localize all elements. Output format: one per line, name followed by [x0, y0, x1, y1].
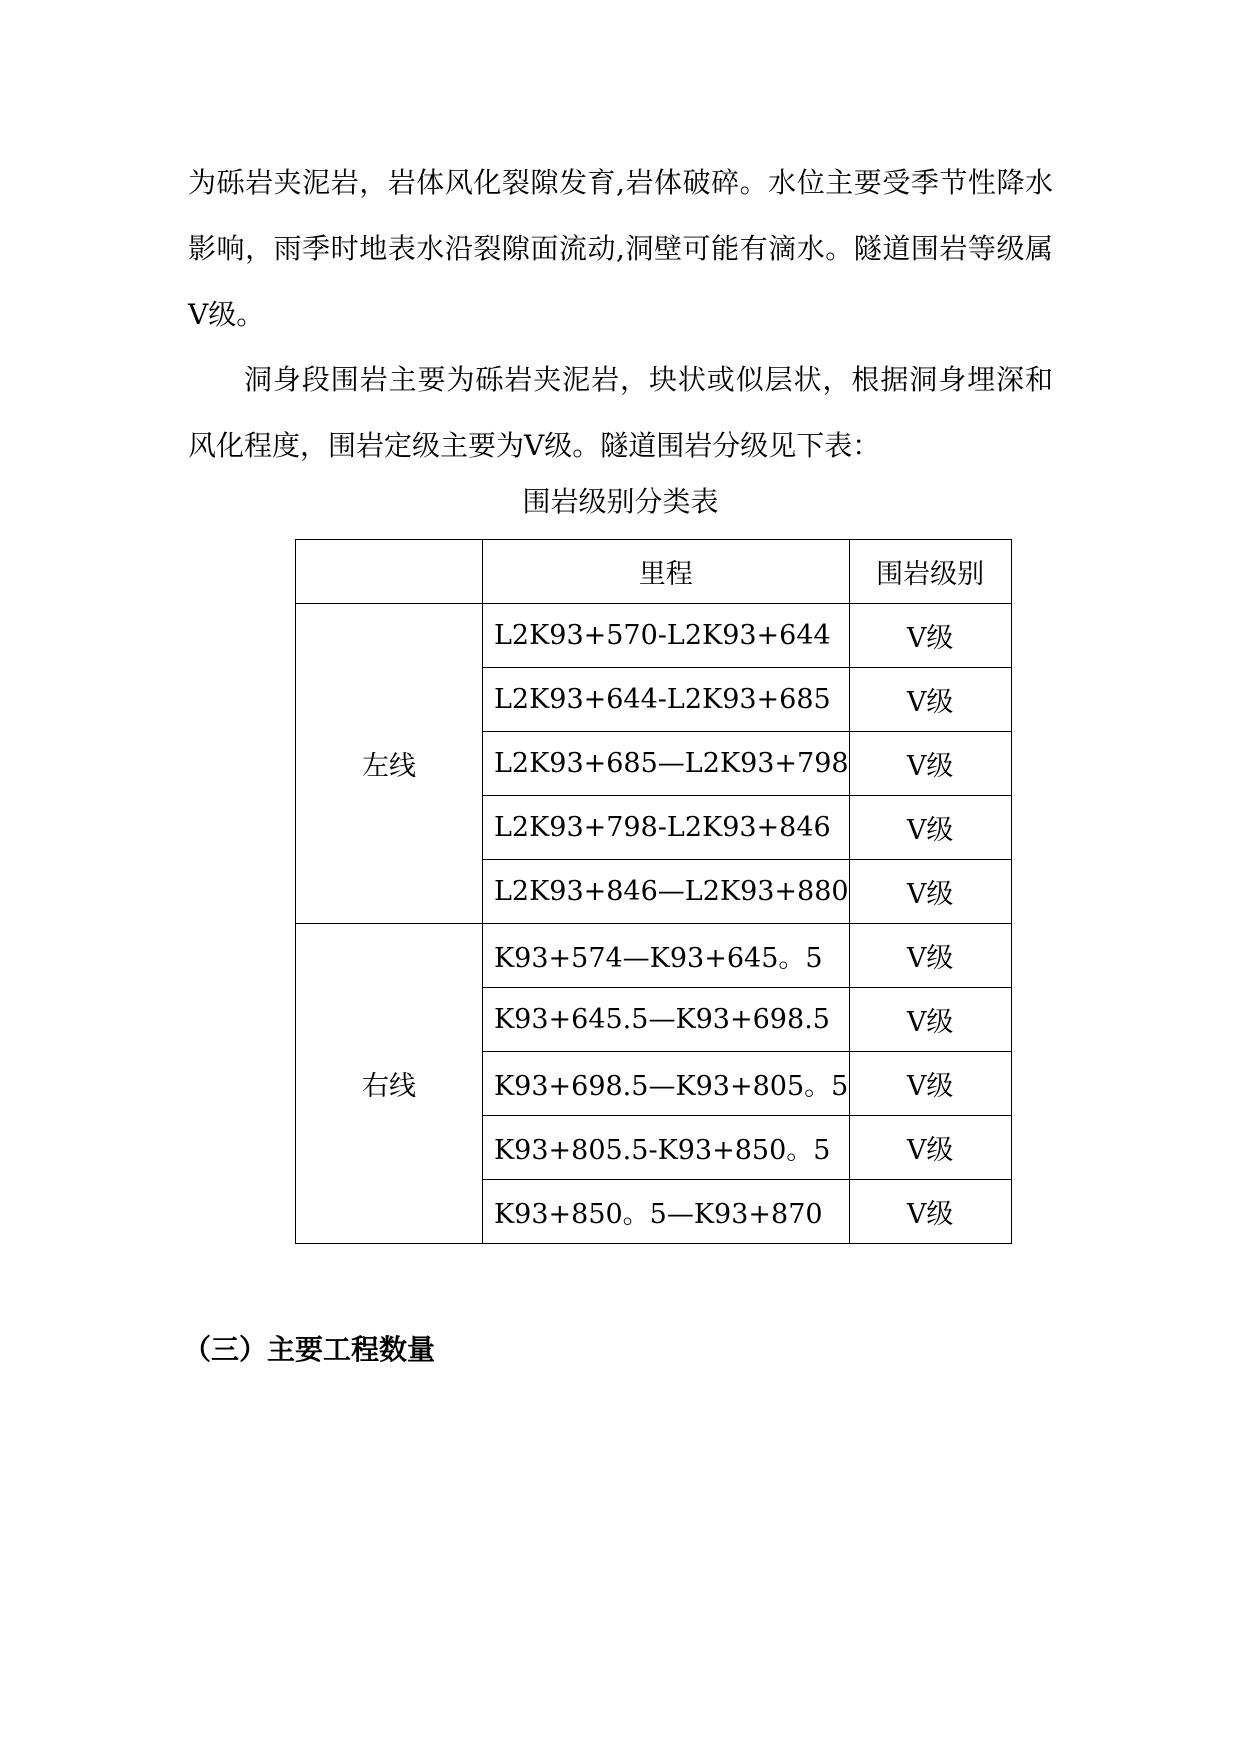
- table-caption: 围岩级别分类表: [522, 485, 719, 518]
- group-cell-left-line: 左线: [296, 604, 483, 924]
- grade-cell: Ⅴ级: [849, 1052, 1011, 1116]
- table-row: [296, 924, 1012, 988]
- grade-cell: Ⅴ级: [849, 604, 1011, 668]
- table-row: [296, 604, 1012, 668]
- grade-cell: Ⅴ级: [849, 1116, 1011, 1180]
- mileage-cell: K93+850。5—K93+870: [483, 1180, 850, 1244]
- mileage-cell: K93+645.5—K93+698.5: [483, 988, 850, 1052]
- mileage-cell: L2K93+644-L2K93+685: [483, 668, 850, 732]
- header-cell-line: [296, 540, 483, 604]
- body-paragraph-1: 为砾岩夹泥岩，岩体风化裂隙发育,岩体破碎。水位主要受季节性降水影响，雨季时地表水沿裂隙面流动,洞壁可能有滴水。隧道围岩等级属Ⅴ级。: [188, 166, 1053, 331]
- mileage-cell: L2K93+798-L2K93+846: [483, 796, 850, 860]
- section-heading: （三）主要工程数量: [183, 1333, 436, 1366]
- mileage-cell: K93+698.5—K93+805。5: [483, 1052, 850, 1116]
- mileage-cell: L2K93+570-L2K93+644: [483, 604, 850, 668]
- grade-cell: Ⅴ级: [849, 988, 1011, 1052]
- grade-cell: Ⅴ级: [849, 796, 1011, 860]
- body-paragraph-2: 洞身段围岩主要为砾岩夹泥岩，块状或似层状，根据洞身埋深和风化程度，围岩定级主要为Ⅴ级。隧道围岩分级见下表：: [188, 363, 1053, 462]
- grade-cell: Ⅴ级: [849, 1180, 1011, 1244]
- grade-cell: Ⅴ级: [849, 924, 1011, 988]
- table-header-row: [296, 540, 1012, 604]
- header-cell-grade: 围岩级别: [849, 540, 1011, 604]
- header-cell-mileage: 里程: [483, 540, 850, 604]
- grade-cell: Ⅴ级: [849, 860, 1011, 924]
- mileage-cell: L2K93+685—L2K93+798: [483, 732, 850, 796]
- grade-cell: Ⅴ级: [849, 732, 1011, 796]
- rock-grade-table: [295, 539, 1012, 1244]
- mileage-cell: K93+574—K93+645。5: [483, 924, 850, 988]
- grade-cell: Ⅴ级: [849, 668, 1011, 732]
- mileage-cell: L2K93+846—L2K93+880: [483, 860, 850, 924]
- mileage-cell: K93+805.5-K93+850。5: [483, 1116, 850, 1180]
- group-cell-right-line: 右线: [296, 924, 483, 1244]
